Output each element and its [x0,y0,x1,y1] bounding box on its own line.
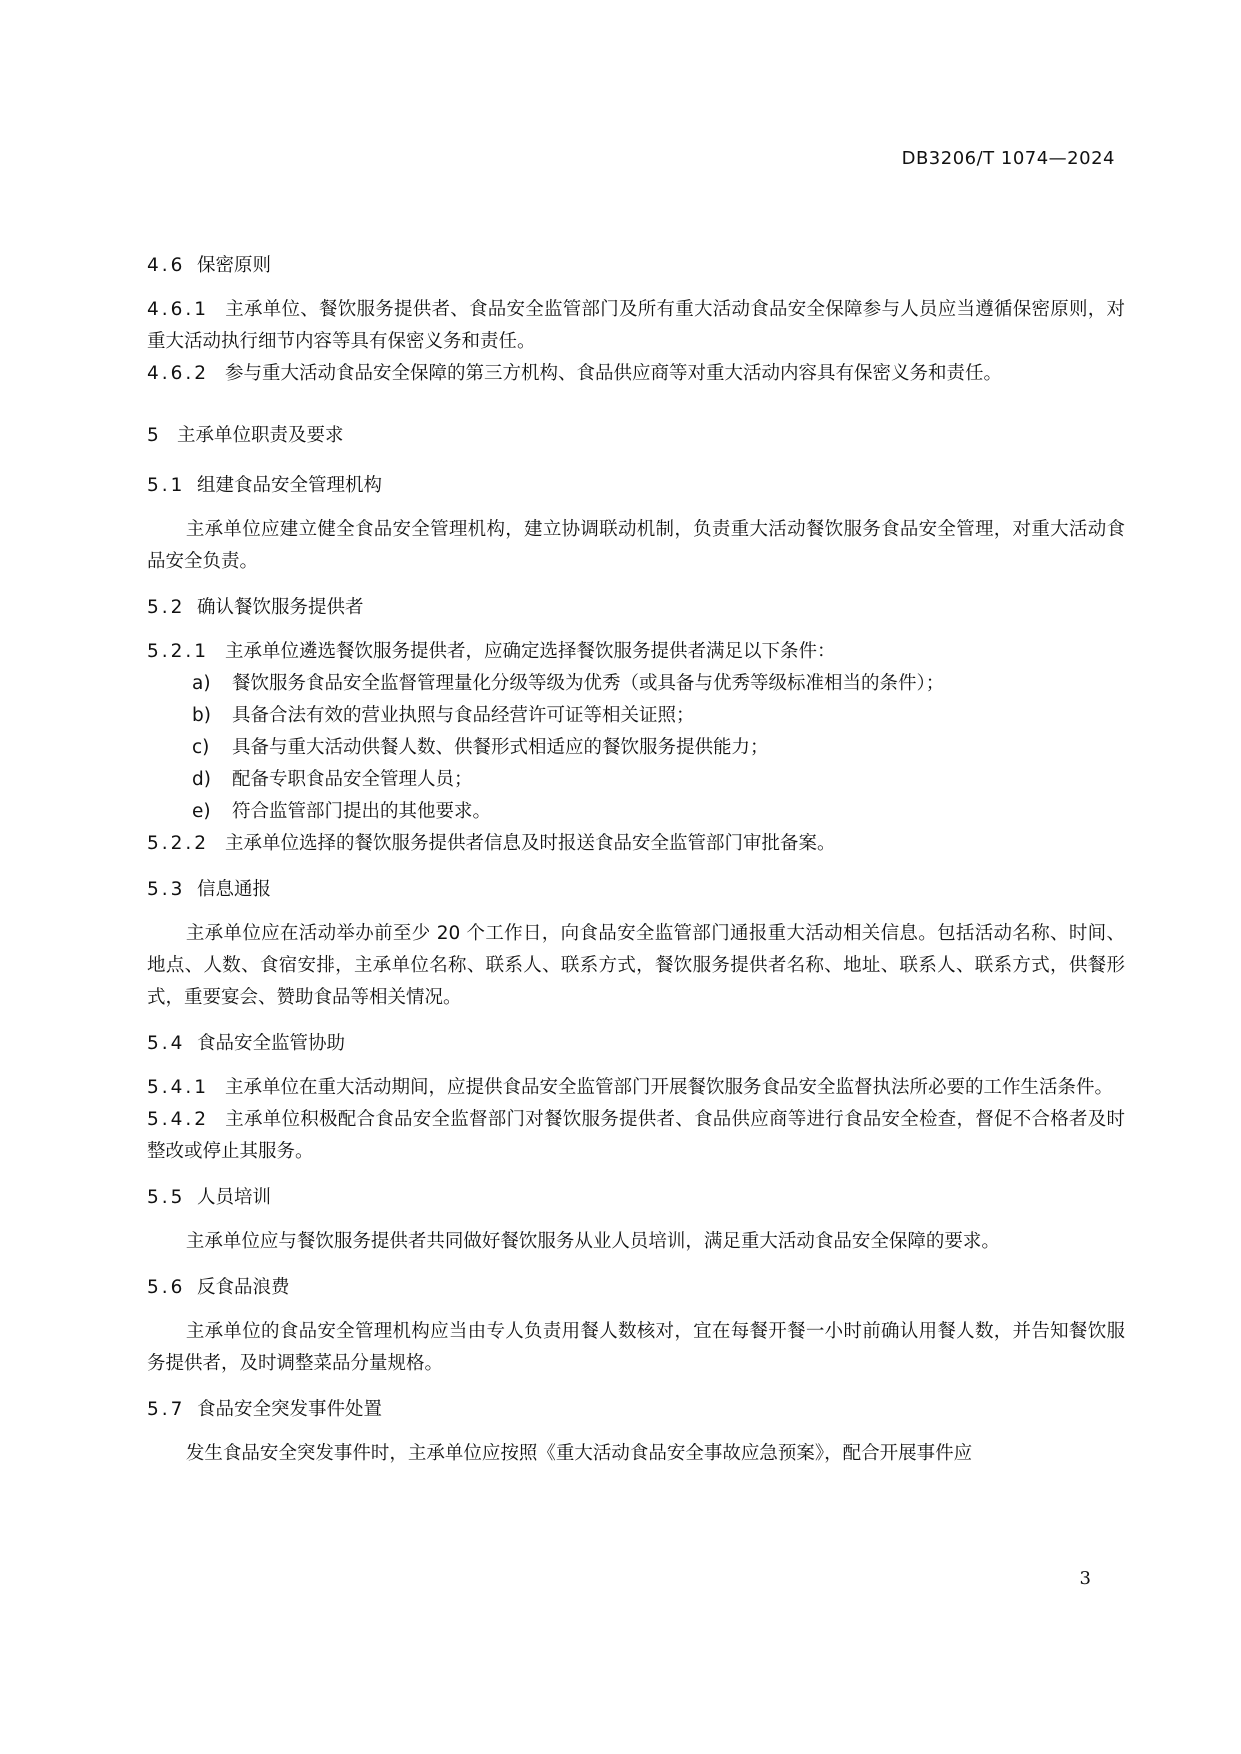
list-item: e) 符合监管部门提出的其他要求。 [192,801,492,822]
section-heading-4-6: 4.6 保密原则 [147,255,272,276]
chapter-heading-5: 5 主承单位职责及要求 [147,425,344,446]
clause-5-2-2: 5.2.2 主承单位选择的餐饮服务提供者信息及时报送食品安全监管部门审批备案。 [147,833,836,854]
section-heading-5-3: 5.3 信息通报 [147,879,272,900]
list-item: b) 具备合法有效的营业执照与食品经营许可证等相关证照； [192,705,695,726]
clause-5-4-1: 5.4.1 主承单位在重大活动期间，应提供食品安全监管部门开展餐饮服务食品安全监督执法所必要的工作生活条件。 [147,1077,1114,1098]
clause-5-4-2: 5.4.2 主承单位积极配合食品安全监督部门对餐饮服务提供者、食品供应商等进行食品安全检查，督促不合格者及时整改或停止其服务。 [147,1109,1125,1162]
section-heading-5-7: 5.7 食品安全突发事件处置 [147,1399,383,1420]
section-heading-5-1: 5.1 组建食品安全管理机构 [147,475,383,496]
document-body [147,250,1125,1470]
paragraph-5-1: 主承单位应建立健全食品安全管理机构，建立协调联动机制，负责重大活动餐饮服务食品安全管理，对重大活动食品安全负责。 [147,519,1125,572]
section-heading-5-6: 5.6 反食品浪费 [147,1277,290,1298]
paragraph-5-6: 主承单位的食品安全管理机构应当由专人负责用餐人数核对，宜在每餐开餐一小时前确认用餐人数，并告知餐饮服务提供者，及时调整菜品分量规格。 [147,1321,1125,1374]
list-item: d) 配备专职食品安全管理人员； [192,769,473,790]
standard-code: DB3206/T 1074—2024 [901,148,1115,169]
list-item: c) 具备与重大活动供餐人数、供餐形式相适应的餐饮服务提供能力； [192,737,769,758]
clause-4-6-1: 4.6.1 主承单位、餐饮服务提供者、食品安全监管部门及所有重大活动食品安全保障参与人员应当遵循保密原则，对重大活动执行细节内容等具有保密义务和责任。 [147,299,1125,352]
paragraph-5-7: 发生食品安全突发事件时，主承单位应按照《重大活动食品安全事故应急预案》，配合开展事件应 [185,1443,973,1464]
clause-4-6-2: 4.6.2 参与重大活动食品安全保障的第三方机构、食品供应商等对重大活动内容具有保密义务和责任。 [147,363,1003,384]
paragraph-5-5: 主承单位应与餐饮服务提供者共同做好餐饮服务从业人员培训，满足重大活动食品安全保障的要求。 [185,1231,1000,1252]
paragraph-5-3: 主承单位应在活动举办前至少 20 个工作日，向食品安全监管部门通报重大活动相关信息。包括活动名称、时间、地点、人数、食宿安排，主承单位名称、联系人、联系方式，餐饮服务提供者名称、地址、联系人、联系方式，供餐形式，重要宴会、赞助食品等相关情况。 [147,923,1125,1008]
section-heading-5-2: 5.2 确认餐饮服务提供者 [147,597,364,618]
list-item: a) 餐饮服务食品安全监督管理量化分级等级为优秀（或具备与优秀等级标准相当的条件）； [192,673,945,694]
section-heading-5-5: 5.5 人员培训 [147,1187,272,1208]
section-heading-5-4: 5.4 食品安全监管协助 [147,1033,346,1054]
clause-5-2-1: 5.2.1 主承单位遴选餐饮服务提供者，应确定选择餐饮服务提供者满足以下条件： [147,641,836,662]
page-number: 3 [1079,1568,1091,1589]
